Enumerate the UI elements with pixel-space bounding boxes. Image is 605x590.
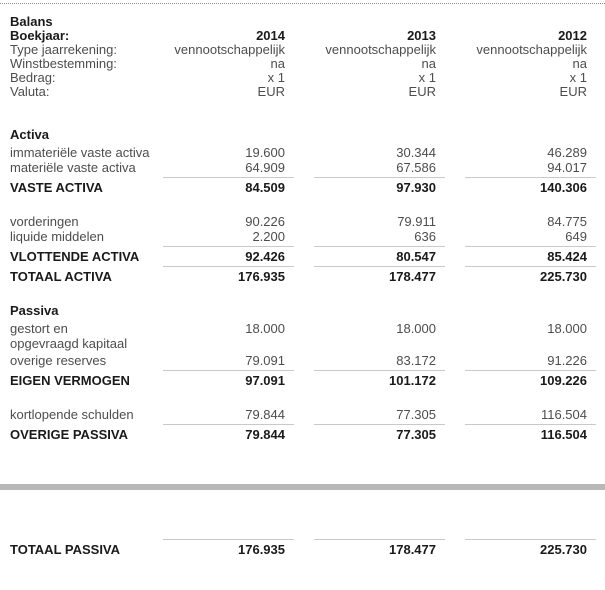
section-divider-bar: [0, 484, 605, 490]
cell-value: EUR: [408, 84, 436, 99]
subtotal-row-eigen-vermogen: [10, 370, 596, 388]
cell-value: 19.600: [245, 145, 285, 160]
cell-label: VASTE ACTIVA: [10, 180, 103, 195]
table-row: [10, 353, 596, 368]
table-row: [10, 407, 596, 422]
cell-value: vennootschappelijk: [476, 42, 587, 57]
cell-value: 18.000: [245, 321, 285, 336]
cell-label: overige reserves: [10, 353, 107, 368]
cell-value: 18.000: [547, 321, 587, 336]
cell-value: 101.172: [314, 370, 445, 388]
cell-value: na: [572, 56, 587, 71]
cell-value: 30.344: [396, 145, 436, 160]
cell-value: 97.930: [314, 177, 445, 195]
subtotal-row-vaste-activa: [10, 177, 596, 195]
cell-value: 85.424: [465, 246, 596, 264]
cell-value: 176.935: [163, 539, 294, 557]
cell-value: 109.226: [465, 370, 596, 388]
cell-value: 80.547: [314, 246, 445, 264]
meta-section: [10, 29, 596, 99]
meta-row-boekjaar: [10, 29, 596, 43]
cell-value: vennootschappelijk: [174, 42, 285, 57]
cell-label: gestort en opgevraagd kapitaal: [10, 321, 128, 351]
cell-value: 116.504: [540, 407, 587, 422]
cell-label: Bedrag:: [10, 70, 56, 85]
table-row: [10, 160, 596, 175]
cell-value: 84.509: [163, 177, 294, 195]
cell-value: 176.935: [163, 266, 294, 284]
cell-value: na: [421, 56, 436, 71]
table-row: [10, 321, 596, 351]
table-row: [10, 145, 596, 160]
cell-value: 92.426: [163, 246, 294, 264]
cell-value: 649: [565, 229, 587, 244]
cell-label: vorderingen: [10, 214, 79, 229]
cell-value: 91.226: [547, 353, 587, 368]
cell-label: EIGEN VERMOGEN: [10, 373, 130, 388]
cell-label: Type jaarrekening:: [10, 42, 117, 57]
cell-label: Valuta:: [10, 84, 50, 99]
cell-label: materiële vaste activa: [10, 160, 136, 175]
cell-value: na: [270, 56, 285, 71]
subtotal-row-vlottende-activa: [10, 246, 596, 264]
cell-value: 79.844: [245, 407, 285, 422]
cell-value: 79.091: [245, 353, 285, 368]
cell-value: 94.017: [547, 160, 587, 175]
table-row: [10, 229, 596, 244]
cell-value: 140.306: [465, 177, 596, 195]
cell-value: 97.091: [163, 370, 294, 388]
cell-value: 2.200: [252, 229, 285, 244]
cell-value: 79.911: [397, 214, 436, 229]
grand-total-row-totaal-activa: [10, 266, 596, 284]
year-2014: 2014: [256, 28, 285, 43]
cell-value: 77.305: [314, 424, 445, 442]
cell-label: liquide middelen: [10, 229, 104, 244]
meta-row-valuta: [10, 85, 596, 99]
page-title: Balans: [10, 14, 53, 29]
table-row: [10, 214, 596, 229]
cell-value: 67.586: [396, 160, 436, 175]
cell-value: 84.775: [547, 214, 587, 229]
cell-label: TOTAAL PASSIVA: [10, 542, 121, 557]
cell-value: x 1: [569, 70, 587, 85]
meta-row-type: [10, 43, 596, 57]
cell-value: 18.000: [396, 321, 436, 336]
subtotal-row-overige-passiva: [10, 424, 596, 442]
cell-value: 116.504: [465, 424, 596, 442]
cell-value: 46.289: [547, 145, 587, 160]
cell-value: 225.730: [465, 539, 596, 557]
cell-value: 64.909: [245, 160, 285, 175]
section-heading-passiva: Passiva: [10, 303, 59, 318]
cell-value: 83.172: [396, 353, 436, 368]
year-2012: 2012: [558, 28, 587, 43]
cell-label: VLOTTENDE ACTIVA: [10, 249, 140, 264]
cell-value: EUR: [257, 84, 285, 99]
balance-sheet: [0, 14, 605, 557]
section-heading-activa: Activa: [10, 127, 50, 142]
year-2013: 2013: [407, 28, 436, 43]
cell-value: 77.305: [396, 407, 436, 422]
cell-label: kortlopende schulden: [10, 407, 134, 422]
cell-value: 79.844: [163, 424, 294, 442]
cell-label: TOTAAL ACTIVA: [10, 269, 112, 284]
cell-value: 178.477: [314, 266, 445, 284]
cell-value: 178.477: [314, 539, 445, 557]
cell-label: Boekjaar:: [10, 28, 70, 43]
cell-value: 90.226: [245, 214, 285, 229]
meta-row-bedrag: [10, 71, 596, 85]
cell-label: immateriële vaste activa: [10, 145, 150, 160]
meta-row-winstbestemming: [10, 57, 596, 71]
cell-value: x 1: [267, 70, 285, 85]
cell-value: EUR: [559, 84, 587, 99]
cell-label: OVERIGE PASSIVA: [10, 427, 128, 442]
top-dotted-divider: [0, 3, 605, 4]
cell-value: x 1: [418, 70, 436, 85]
cell-label: Winstbestemming:: [10, 56, 117, 71]
cell-value: vennootschappelijk: [325, 42, 436, 57]
cell-value: 225.730: [465, 266, 596, 284]
cell-value: 636: [414, 229, 436, 244]
grand-total-row-totaal-passiva: [10, 539, 596, 557]
